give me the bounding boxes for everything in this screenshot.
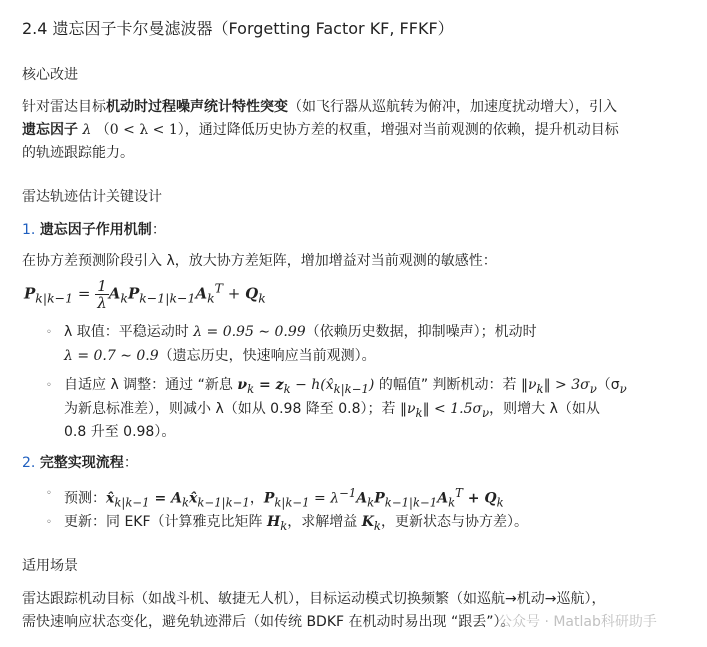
bullet-icon: ◦ [46, 517, 52, 528]
core-paragraph-line3: 的轨迹跟踪能力。 [22, 145, 134, 161]
scenario-line1: 雷达跟踪机动目标（如战斗机、敏捷无人机），目标运动模式切换频繁（如巡航→机动→巡航）， [22, 591, 606, 607]
core-paragraph-line1: 针对雷达目标机动时过程噪声统计特性突变（如飞行器从巡航转为俯冲，加速度扰动增大），引入 [22, 99, 617, 115]
bullet-predict: 预测：$x̂_{k|k-1}$ = $A_kx̂_{k-1|k-1}$，$P_{k|k-1} = \lambda^{-1}A_kP_{k-1|k-1}A_k^T + Q_k$ [64, 486, 504, 510]
core-paragraph-line2: 遗忘因子 λ （0 < λ < 1），通过降低历史协方差的权重，增强对当前观测的依赖，提升机动目标 [22, 122, 619, 138]
bullet-adaptive-line3: 0.8 升至 0.98）。 [64, 424, 176, 440]
equation-covariance: $P_{k|k-1}$ = $\frac{1}{\lambda}$ $A_kP_{k-1|k-1}A_k^T + Q_k$ [24, 277, 266, 312]
scenario-line2: 需快速响应状态变化，避免轨迹滞后（如传统 BDKF 在机动时易出现 “跟丢”）。 [22, 614, 515, 630]
bullet-adaptive-line1: 自适应 λ 调整：通过 “新息 $\nu_k = z_k$ − $h(x̂_{k|k-1})$ 的幅值” 判断机动：若 $‖\nu_k‖ > 3\sigma_\nu(\sigma_\nu$ [64, 377, 627, 396]
section-heading-core: 核心改进 [22, 67, 78, 83]
bullet-icon: ◦ [46, 488, 52, 499]
list-item-2-title: 2. 完整实现流程： [22, 455, 138, 471]
bullet-icon: ◦ [46, 327, 52, 338]
bullet-update: 更新：同 EKF（计算雅克比矩阵 $H_k$，求解增益 $K_k$，更新状态与协方差）。 [64, 514, 528, 533]
section-heading-scenarios: 适用场景 [22, 558, 78, 574]
list-item-1-text: 在协方差预测阶段引入 λ，放大协方差矩阵，增加增益对当前观测的敏感性： [22, 253, 497, 269]
watermark: 公众号 · Matlab科研助手 [498, 614, 657, 630]
bullet-adaptive-line2: 为新息标准差），则减小 λ（如从 0.98 降至 0.8）；若 $‖\nu_k‖ < 1.5\sigma_\nu$，则增大 λ（如从 [64, 401, 600, 420]
section-heading-design: 雷达轨迹估计关键设计 [22, 189, 162, 205]
page-title: 2.4 遗忘因子卡尔曼滤波器（Forgetting Factor KF, FFKF） [22, 19, 454, 38]
list-item-1-title: 1. 遗忘因子作用机制： [22, 222, 166, 238]
bullet-lambda-values-line2: λ = 0.7 ∼ 0.9（遗忘历史，快速响应当前观测）。 [64, 348, 376, 364]
bullet-icon: ◦ [46, 380, 52, 391]
bullet-lambda-values-line1: λ 取值：平稳运动时 λ = 0.95 ∼ 0.99（依赖历史数据，抑制噪声）；机动时 [64, 324, 537, 340]
